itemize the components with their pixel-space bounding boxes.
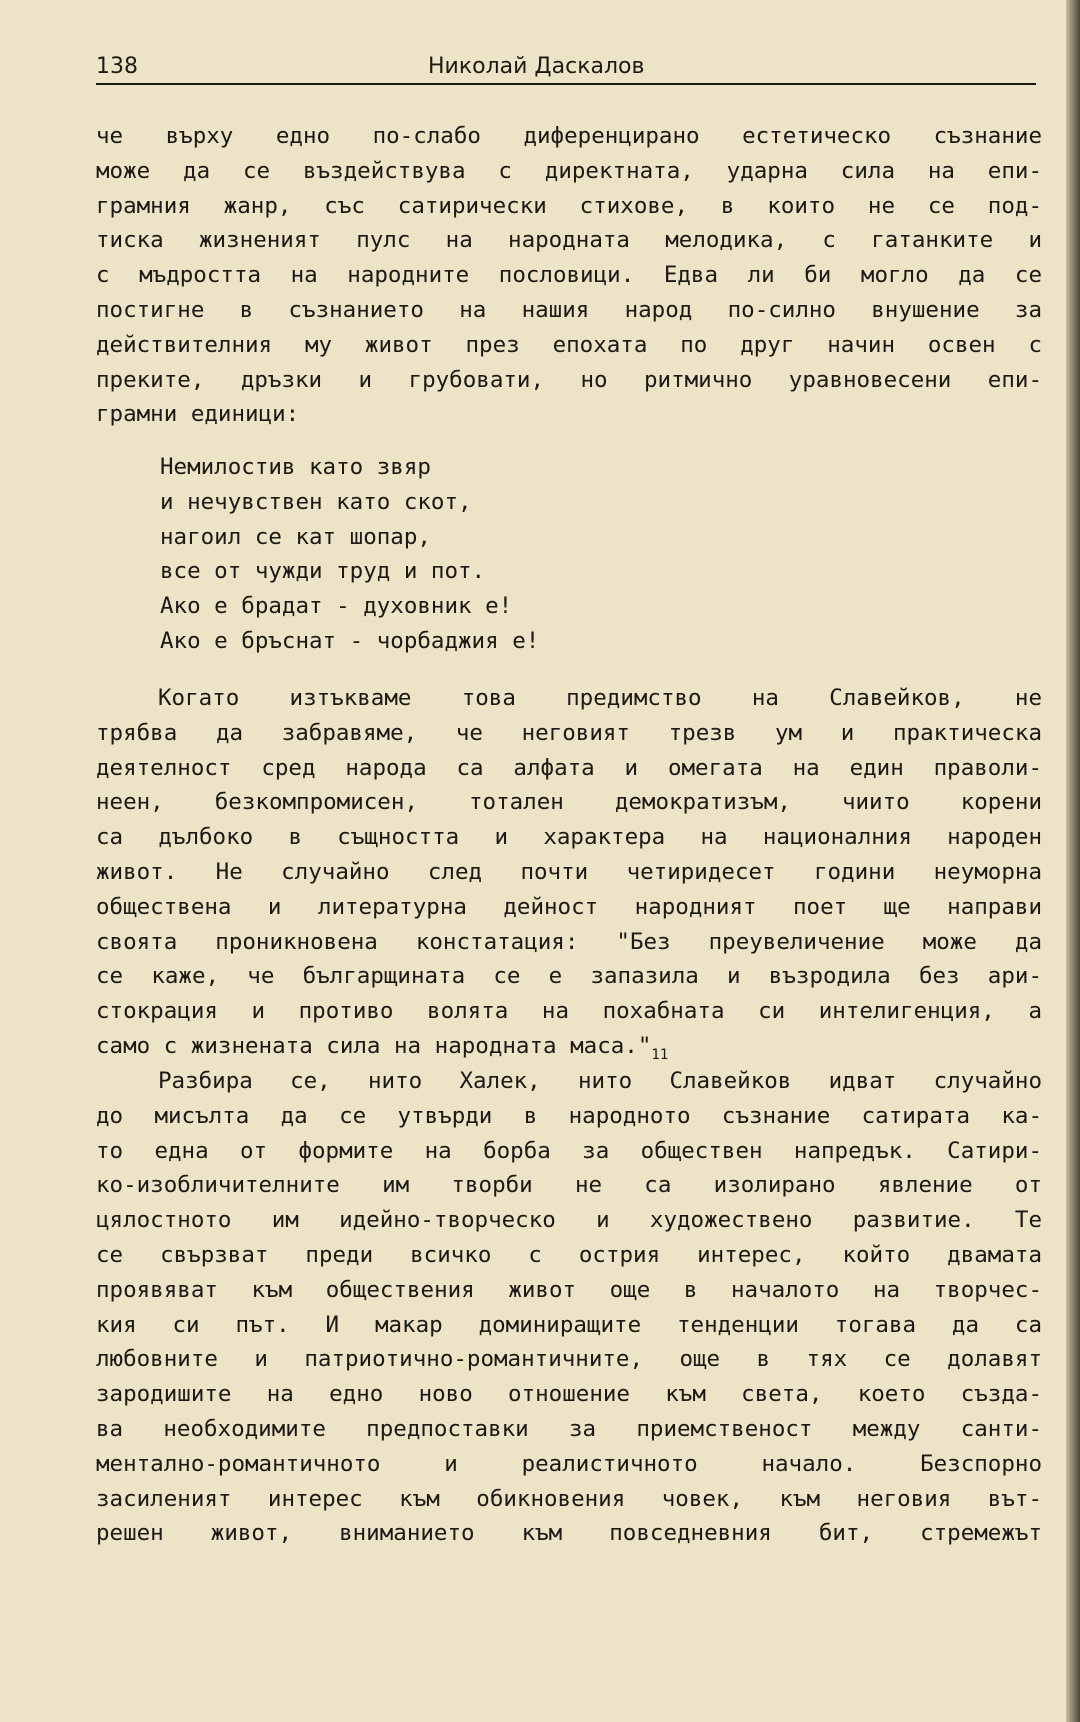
text-line: своята проникновена констатация: "Без преувеличение може да	[96, 928, 1042, 955]
text-line: проявяват към обществения живот още в началото на творчес-	[96, 1276, 1042, 1303]
text-line: може да се въздействува с директната, ударна сила на епи-	[96, 157, 1042, 184]
text-line: живот. Не случайно след почти четиридесет години неуморна	[96, 858, 1042, 885]
text-line: решен живот, вниманието към повседневния бит, стремежът	[96, 1520, 1042, 1547]
text-line: постигне в съзнанието на нашия народ по-силно внушение за	[96, 296, 1042, 323]
text-line: стокрация и противо волята на похабната си интелигенция, а	[96, 998, 1042, 1025]
text-line: неен, безкомпромисен, тотален демократизъм, чиито корени	[96, 789, 1042, 816]
text-line: цялостното им идейно-творческо и художествено развитие. Те	[96, 1207, 1042, 1234]
text-line	[96, 1029, 1042, 1064]
text-line: Когато изтъкваме това предимство на Славейков, не	[158, 685, 1042, 711]
poem-line: нагоил се кат шопар,	[160, 523, 431, 550]
text-line: зародишите на едно ново отношение към света, което създа-	[96, 1381, 1042, 1408]
text-line: действителния му живот през епохата по друг начин освен с	[96, 331, 1042, 358]
poem-line: Немилостив като звяр	[160, 454, 431, 480]
text-line: обществена и литературна дейност народният поет ще направи	[96, 893, 1042, 920]
text-line: Разбира се, нито Халек, нито Славейков идват случайно	[158, 1068, 1042, 1094]
text-line: ко-изобличителните им творби не са изолирано явление от	[96, 1172, 1042, 1199]
poem-line: Ако е брадат - духовник е!	[160, 593, 513, 620]
poem-line: все от чужди труд и пот.	[160, 558, 486, 585]
text-line: преките, дръзки и грубовати, но ритмично уравновесени епи-	[96, 366, 1042, 393]
paragraph-3	[96, 1064, 1042, 1551]
paragraph-1	[96, 119, 1042, 432]
text-line: то една от формите на борба за обществен напредък. Сатири-	[96, 1137, 1042, 1164]
running-head-author: Николай Даскалов	[428, 54, 645, 79]
poem-line: Ако е бръснат - чорбаджия е!	[160, 627, 540, 654]
page-edge-shadow	[1066, 0, 1080, 1722]
text-line: грамни единици:	[96, 401, 300, 428]
header-rule	[96, 83, 1036, 85]
text-line: се каже, че българщината се е запазила и възродила без ари-	[96, 963, 1042, 990]
text-line: до мисълта да се утвърди в народното съзнание сатирата ка-	[96, 1102, 1042, 1129]
text-line: ва необходимите предпоставки за приемственост между санти-	[96, 1415, 1042, 1442]
text-line: с мъдростта на народните пословици. Едва ли би могло да се	[96, 262, 1042, 289]
text-line: че върху едно по-слабо диференцирано естетическо съзнание	[96, 123, 1042, 149]
text-line: кия си път. И макар доминиращите тенденции тогава да са	[96, 1311, 1042, 1338]
paragraph-2	[96, 681, 1042, 1064]
page-header	[96, 52, 1036, 86]
text-line: са дълбоко в същността и характера на националния народен	[96, 824, 1042, 851]
poem-line: и нечувствен като скот,	[160, 488, 472, 515]
text-line: деятелност сред народа са алфата и омегата на един праволи-	[96, 754, 1042, 781]
text-line: ментално-романтичното и реалистичното начало. Безспорно	[96, 1450, 1042, 1477]
page-number: 138	[96, 54, 138, 79]
text-line: грамния жанр, със сатирически стихове, в които не се под-	[96, 192, 1042, 219]
text-line: тиска жизненият пулс на народната мелодика, с гатанките и	[96, 227, 1042, 254]
text-line: трябва да забравяме, че неговият трезв ум и практическа	[96, 719, 1042, 746]
footnote-reference: 11	[651, 1046, 669, 1063]
epigram-poem	[160, 450, 539, 659]
text-line: любовните и патриотично-романтичните, още в тях се долавят	[96, 1346, 1042, 1373]
text-line: засиленият интерес към обикновения човек, към неговия вът-	[96, 1485, 1042, 1512]
text-line: се свързват преди всичко с острия интерес, който двамата	[96, 1241, 1042, 1268]
text-line-content: само с жизнената сила на народната маса."	[96, 1032, 652, 1059]
